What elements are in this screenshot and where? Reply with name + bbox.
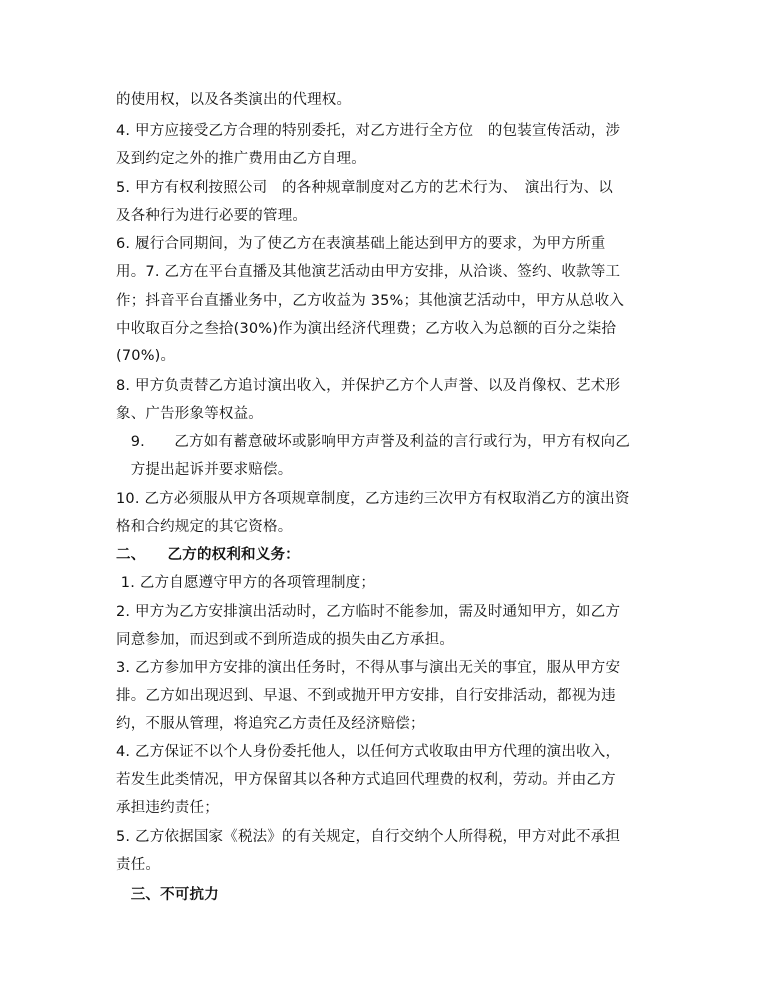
text-line: 8. 甲方负责替乙方追讨演出收入，并保护乙方个人声誉、以及肖像权、艺术形 [116,378,621,394]
text-line: 同意参加，而迟到或不到所造成的损失由乙方承担。 [116,632,455,648]
text-line: 5. 甲方有权利按照公司 的各种规章制度对乙方的艺术行为、 演出行为、以 [116,180,613,196]
text-line: 若发生此类情况，甲方保留其以各种方式追回代理费的权利，劳动。并由乙方 [116,772,616,788]
text-line: 作；抖音平台直播业务中，乙方收益为 35%；其他演艺活动中，甲方从总收入 [116,293,625,309]
text-line: 1. 乙方自愿遵守甲方的各项管理制度； [116,575,376,591]
text-line: 约，不服从管理，将追究乙方责任及经济赔偿； [116,716,425,732]
text-line: 4. 甲方应接受乙方合理的特别委托，对乙方进行全方位 的包装宣传活动，涉 [116,123,621,139]
text-line: 及各种行为进行必要的管理。 [116,208,308,224]
text-line: 2. 甲方为乙方安排演出活动时，乙方临时不能参加，需及时通知甲方，如乙方 [116,604,621,620]
text-line: 排。乙方如出现迟到、早退、不到或抛开甲方安排，自行安排活动，都视为违 [116,688,616,704]
text-line: 责任。 [116,857,161,873]
text-line: 象、广告形象等权益。 [116,406,263,422]
text-line: 10. 乙方必须服从甲方各项规章制度，乙方违约三次甲方有权取消乙方的演出资 [116,491,630,507]
text-line: 承担违约责任； [116,800,219,816]
section-heading: 三、不可抗力 [116,887,219,903]
text-line: 4. 乙方保证不以个人身份委托他人，以任何方式收取由甲方代理的演出收入， [116,744,621,760]
text-line: 9. 乙方如有蓄意破坏或影响甲方声誉及利益的言行或行为，甲方有权向乙 [116,434,631,450]
text-line: 格和合约规定的其它资格。 [116,519,293,535]
section-heading: 二、 乙方的权利和义务： [116,547,300,563]
text-line: 中收取百分之叁拾(30%)作为演出经济代理费；乙方收入为总额的百分之柒拾 [116,321,617,337]
text-line: 及到约定之外的推广费用由乙方自理。 [116,151,366,167]
text-line: 6. 履行合同期间，为了使乙方在表演基础上能达到甲方的要求，为甲方所重 [116,236,606,252]
text-line: 方提出起诉并要求赔偿。 [116,462,293,478]
text-line: 3. 乙方参加甲方安排的演出任务时，不得从事与演出无关的事宜，服从甲方安 [116,660,621,676]
text-line: 的使用权，以及各类演出的代理权。 [116,92,352,108]
text-line: 用。7. 乙方在平台直播及其他演艺活动由甲方安排，从洽谈、签约、收款等工 [116,264,621,280]
text-line: (70%)。 [116,348,176,364]
text-line: 5. 乙方依据国家《税法》的有关规定，自行交纳个人所得税，甲方对此不承担 [116,829,621,845]
